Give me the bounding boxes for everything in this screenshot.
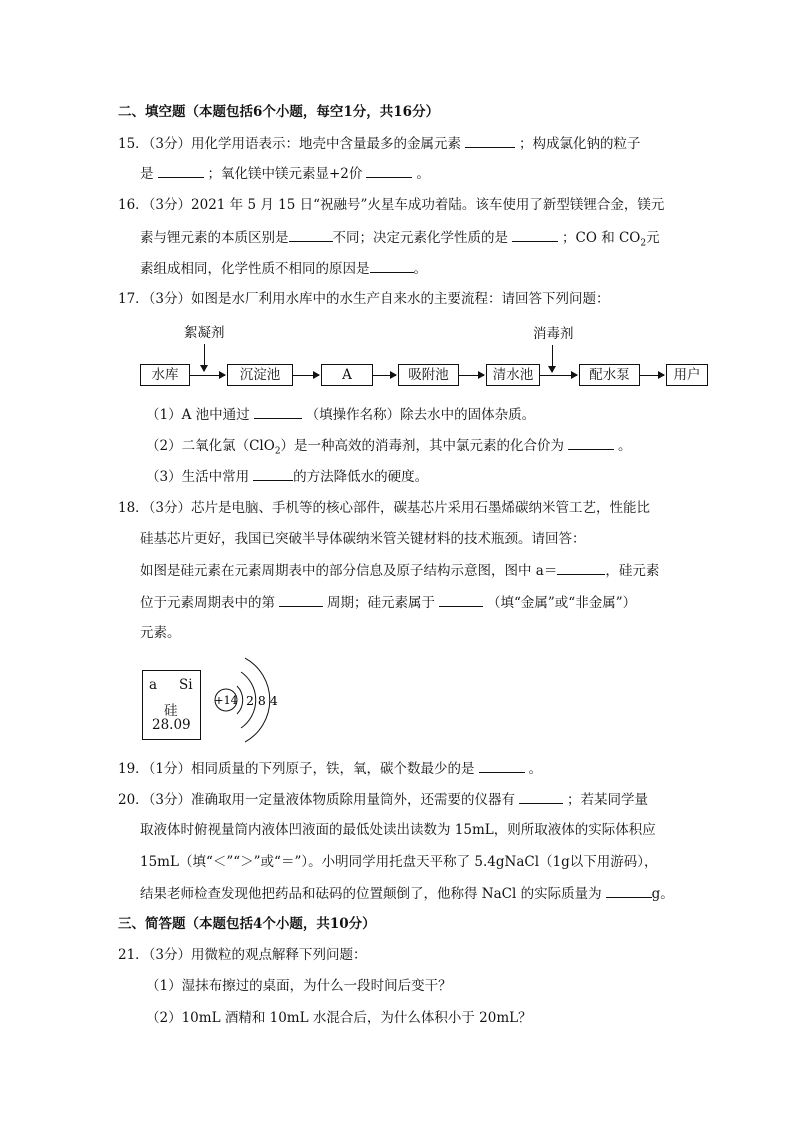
flow-box-pump: 配水泵 [579, 364, 640, 386]
q19-text-b: 。 [528, 761, 543, 777]
flow-box-clear-water: 清水池 [486, 364, 540, 386]
silicon-element-card [142, 670, 201, 740]
flocculant-arrow [204, 344, 205, 371]
q17-text-2c: 。 [618, 438, 632, 454]
question-17-sub-2 [146, 436, 632, 461]
flow-box-sedimentation: 沉淀池 [227, 364, 293, 386]
q19-text-a: 19．（1分）相同质量的下列原子，铁，氧，碳个数最少的是 [118, 761, 475, 777]
nucleus-charge: +14 [214, 694, 238, 707]
electron-shell-1 [237, 686, 243, 714]
q18-text-4c: （填“金属”或“非金属”） [487, 595, 637, 611]
question-17-stem: 17．（3分）如图是水厂利用水库中的水生产自来水的主要流程：请回答下列问题： [118, 291, 610, 307]
question-15-line-1 [118, 134, 641, 153]
flow-arrow [190, 375, 225, 376]
electron-counts: 2 8 4 [246, 693, 278, 708]
question-18-line-3 [140, 561, 659, 580]
q17-text-3b: 的方法降低水的硬度。 [293, 469, 429, 485]
question-16-line-1: 16．（3分）2021 年 5 月 15 日“祝融号”火星车成功着陆。该车使用了新型镁锂合金，镁元 [118, 197, 665, 213]
q17-text-2a: （2）二氧化氯（ClO [146, 438, 275, 454]
question-17-sub-1 [146, 405, 535, 424]
q17-text-1b: （填操作名称）除去水中的固体杂质。 [305, 407, 536, 423]
question-21-sub-1: （1）湿抹布擦过的桌面，为什么一段时间后变干？ [146, 978, 452, 994]
q15-text-1b: ；构成氯化钠的粒子 [519, 136, 641, 152]
answer-blank[interactable] [557, 561, 605, 575]
q18-text-4a: 位于元素周期表中的第 [140, 595, 275, 611]
flow-box-adsorption: 吸附池 [398, 364, 459, 386]
section-2-title: 二、填空题（本题包括6个小题，每空1分，共16分） [118, 104, 440, 120]
answer-blank[interactable] [279, 593, 323, 607]
question-20-line-4 [140, 884, 674, 903]
q15-text-1a: 15．（3分）用化学用语表示：地壳中含量最多的金属元素 [118, 136, 462, 152]
question-18-line-5: 元素。 [140, 625, 181, 641]
question-18-line-2: 硅基芯片更好，我国已突破半导体碳纳米管关键材料的技术瓶颈。请回答： [140, 531, 586, 547]
q16-text-2c: ；CO 和 CO [562, 230, 641, 246]
answer-blank[interactable] [158, 164, 204, 178]
answer-blank[interactable] [289, 228, 333, 242]
answer-blank[interactable] [519, 790, 563, 804]
section-3-title: 三、简答题（本题包括4个小题，共10分） [118, 916, 376, 932]
q18-text-4b: 周期；硅元素属于 [327, 595, 435, 611]
question-19 [118, 759, 542, 778]
card-element-name: 硅 [164, 703, 178, 719]
card-symbol: Si [179, 677, 193, 693]
card-atomic-mass: 28.09 [152, 717, 191, 733]
answer-blank[interactable] [465, 134, 515, 148]
card-atomic-number-a: a [149, 677, 158, 693]
q17-text-1a: （1）A 池中通过 [146, 407, 250, 423]
flow-arrow [640, 375, 664, 376]
question-21-stem: 21．（3分）用微粒的观点解释下列问题： [118, 947, 367, 963]
answer-blank[interactable] [254, 405, 302, 419]
answer-blank[interactable] [479, 759, 525, 773]
silicon-atom-structure-diagram [205, 650, 295, 750]
q20-text-4b: g。 [651, 886, 674, 902]
answer-blank[interactable] [370, 259, 414, 273]
disinfectant-label: 消毒剂 [533, 326, 574, 342]
q16-text-3a: 素组成相同，化学性质不相同的原因是 [140, 261, 370, 277]
q16-text-2a: 素与锂元素的本质区别是 [140, 230, 289, 246]
answer-blank[interactable] [366, 164, 412, 178]
subscript: 2 [640, 238, 647, 249]
flow-box-A: A [321, 364, 373, 386]
flow-arrow [459, 375, 484, 376]
q18-text-3b: ，硅元素 [605, 563, 660, 579]
flow-arrow [293, 375, 319, 376]
answer-blank[interactable] [512, 228, 558, 242]
question-18-line-4 [140, 593, 636, 612]
subscript: 2 [274, 446, 281, 457]
question-21-sub-2: （2）10mL 酒精和 10mL 水混合后，为什么体积小于 20mL？ [146, 1010, 532, 1026]
flow-arrow [373, 375, 396, 376]
q15-text-2a: 是 [140, 166, 154, 182]
answer-blank[interactable] [606, 884, 652, 898]
question-20-line-2: 取液体时俯视量筒内液体凹液面的最低处读出读数为 15mL，则所取液体的实际体积应 [140, 822, 656, 838]
flocculant-label: 絮凝剂 [184, 325, 225, 341]
q20-text-1a: 20．（3分）准确取用一定量液体物质除用量筒外，还需要的仪器有 [118, 792, 516, 808]
answer-blank[interactable] [253, 467, 293, 481]
q16-text-2b: 不同；决定元素化学性质的是 [332, 230, 508, 246]
q17-text-2b: ）是一种高效的消毒剂，其中氯元素的化合价为 [280, 438, 565, 454]
flow-box-users: 用户 [666, 364, 708, 386]
question-20-line-1 [118, 790, 648, 809]
question-16-line-3 [140, 259, 427, 278]
q18-text-3a: 如图是硅元素在元素周期表中的部分信息及原子结构示意图，图中 a＝ [140, 563, 558, 579]
q17-text-3a: （3）生活中常用 [146, 469, 250, 485]
disinfectant-arrow [552, 345, 553, 372]
q20-text-1b: ；若某同学量 [567, 792, 649, 808]
q20-text-4a: 结果老师检查发现他把药品和砝码的位置颠倒了，他称得 NaCl 的实际质量为 [140, 886, 602, 902]
q15-text-2b: ；氧化镁中镁元素显+2价 [207, 166, 363, 182]
question-18-line-1: 18．（3分）芯片是电脑、手机等的核心部件，碳基芯片采用石墨烯碳纳米管工艺，性能比 [118, 500, 651, 516]
flow-box-reservoir: 水库 [140, 364, 190, 386]
question-16-line-2 [140, 228, 660, 253]
q16-text-2d: 元 [646, 230, 660, 246]
q16-text-3b: 。 [413, 261, 427, 277]
answer-blank[interactable] [568, 436, 614, 450]
flow-arrow [540, 375, 577, 376]
question-20-line-3: 15mL（填“＜”“＞”或“＝”）。小明同学用托盘天平称了 5.4gNaCl（1g以下用游码）， [140, 854, 658, 870]
question-17-sub-3 [146, 467, 428, 486]
q15-text-2c: 。 [416, 166, 430, 182]
answer-blank[interactable] [439, 593, 483, 607]
question-15-line-2 [140, 164, 430, 183]
